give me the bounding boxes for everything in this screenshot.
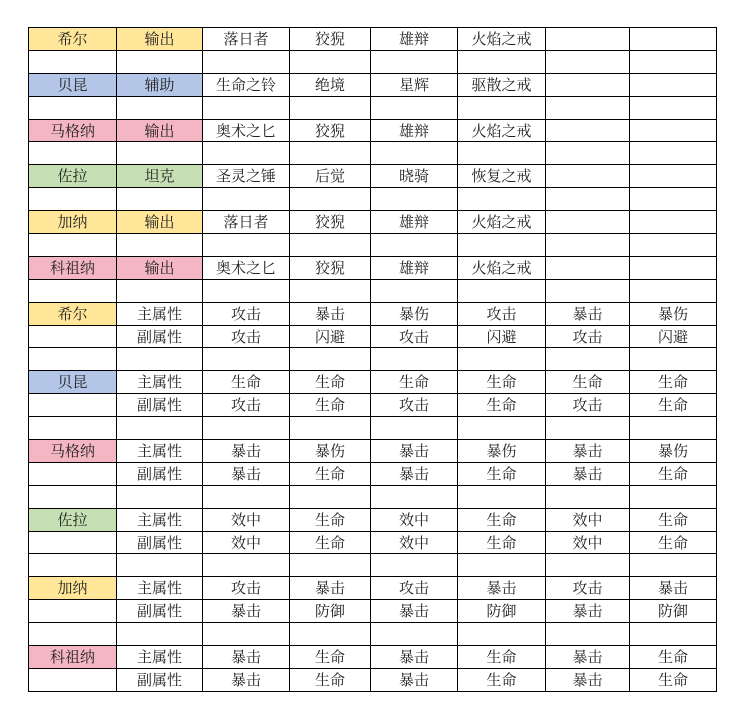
empty-cell[interactable] [546, 279, 630, 302]
main-stat-cell[interactable]: 暴击 [290, 302, 371, 325]
item-cell[interactable]: 奥术之匕 [203, 119, 290, 142]
empty-cell[interactable] [203, 485, 290, 508]
item-cell[interactable]: 落日者 [203, 211, 290, 234]
main-stat-cell[interactable]: 生命 [290, 508, 371, 531]
main-stat-cell[interactable]: 攻击 [203, 302, 290, 325]
empty-cell[interactable] [546, 417, 630, 440]
empty-cell[interactable] [117, 417, 203, 440]
sub-stat-cell[interactable]: 生命 [458, 394, 546, 417]
empty-cell[interactable] [458, 623, 546, 646]
sub-stat-cell[interactable]: 攻击 [203, 325, 290, 348]
sub-stat-row [29, 668, 717, 691]
main-stat-cell[interactable]: 攻击 [546, 577, 630, 600]
main-stat-cell[interactable]: 暴伤 [290, 440, 371, 463]
sub-stat-cell[interactable]: 暴击 [546, 600, 630, 623]
empty-cell[interactable] [117, 348, 203, 371]
main-stat-label-cell[interactable]: 主属性 [117, 440, 203, 463]
sub-stat-cell[interactable]: 暴击 [546, 668, 630, 691]
empty-cell[interactable] [371, 279, 458, 302]
sub-stat-cell[interactable]: 生命 [630, 394, 717, 417]
main-stat-cell[interactable]: 暴击 [546, 646, 630, 669]
build-row [29, 211, 717, 234]
empty-cell[interactable] [371, 417, 458, 440]
sub-stat-label-cell[interactable]: 副属性 [117, 394, 203, 417]
role-cell[interactable]: 辅助 [117, 73, 203, 96]
empty-cell[interactable] [29, 417, 117, 440]
sub-stat-cell[interactable]: 闪避 [458, 325, 546, 348]
main-stat-cell[interactable]: 暴伤 [630, 440, 717, 463]
sub-stat-cell[interactable]: 生命 [290, 462, 371, 485]
empty-cell[interactable] [546, 485, 630, 508]
role-cell[interactable]: 输出 [117, 211, 203, 234]
sub-stat-cell[interactable]: 暴击 [371, 668, 458, 691]
main-stat-cell[interactable]: 生命 [630, 508, 717, 531]
empty-cell[interactable] [546, 142, 630, 165]
main-stat-label-cell[interactable]: 主属性 [117, 371, 203, 394]
sub-stat-cell[interactable]: 效中 [203, 531, 290, 554]
empty-cell[interactable] [29, 188, 117, 211]
empty-cell[interactable] [546, 96, 630, 119]
main-stat-cell[interactable]: 暴击 [630, 577, 717, 600]
empty-cell[interactable] [117, 96, 203, 119]
hero-name-cell[interactable]: 加纳 [29, 577, 117, 600]
sub-stat-cell[interactable]: 生命 [630, 668, 717, 691]
empty-cell[interactable] [546, 119, 630, 142]
empty-cell[interactable] [117, 234, 203, 257]
main-stat-cell[interactable]: 攻击 [203, 577, 290, 600]
item-cell[interactable]: 狡猊 [290, 256, 371, 279]
empty-cell[interactable] [546, 554, 630, 577]
empty-cell[interactable] [290, 188, 371, 211]
empty-cell[interactable] [630, 165, 717, 188]
empty-cell[interactable] [458, 96, 546, 119]
empty-cell[interactable] [630, 623, 717, 646]
item-cell[interactable]: 恢复之戒 [458, 165, 546, 188]
empty-cell[interactable] [546, 211, 630, 234]
build-row [29, 28, 717, 51]
empty-cell[interactable] [29, 50, 117, 73]
main-stat-row [29, 302, 717, 325]
item-cell[interactable]: 驱散之戒 [458, 73, 546, 96]
empty-cell[interactable] [546, 73, 630, 96]
main-stat-cell[interactable]: 生命 [546, 371, 630, 394]
item-cell[interactable]: 雄辩 [371, 28, 458, 51]
main-stat-cell[interactable]: 效中 [546, 508, 630, 531]
main-stat-cell[interactable]: 暴伤 [630, 302, 717, 325]
main-stat-cell[interactable]: 攻击 [458, 302, 546, 325]
sub-stat-cell[interactable]: 闪避 [630, 325, 717, 348]
spacer-row [29, 623, 717, 646]
hero-name-cell[interactable]: 佐拉 [29, 508, 117, 531]
sub-stat-cell[interactable]: 攻击 [546, 394, 630, 417]
empty-cell[interactable] [546, 348, 630, 371]
empty-cell[interactable] [290, 348, 371, 371]
empty-cell[interactable] [630, 348, 717, 371]
hero-name-cell[interactable]: 希尔 [29, 28, 117, 51]
sub-stat-cell[interactable]: 生命 [458, 462, 546, 485]
empty-cell[interactable] [458, 142, 546, 165]
main-stat-cell[interactable]: 效中 [203, 508, 290, 531]
empty-cell[interactable] [546, 623, 630, 646]
item-cell[interactable]: 火焰之戒 [458, 211, 546, 234]
sub-stat-cell[interactable]: 效中 [371, 531, 458, 554]
sub-stat-row [29, 600, 717, 623]
hero-name-cell[interactable]: 希尔 [29, 302, 117, 325]
empty-cell[interactable] [546, 256, 630, 279]
empty-cell[interactable] [630, 211, 717, 234]
empty-cell[interactable] [29, 394, 117, 417]
empty-cell[interactable] [371, 188, 458, 211]
equipment-table [28, 27, 717, 692]
empty-cell[interactable] [29, 623, 117, 646]
empty-cell[interactable] [630, 485, 717, 508]
role-cell[interactable]: 输出 [117, 256, 203, 279]
empty-cell[interactable] [29, 600, 117, 623]
empty-cell[interactable] [458, 188, 546, 211]
sub-stat-label-cell[interactable]: 副属性 [117, 462, 203, 485]
empty-cell[interactable] [458, 417, 546, 440]
sub-stat-row [29, 394, 717, 417]
empty-cell[interactable] [371, 142, 458, 165]
empty-cell[interactable] [290, 234, 371, 257]
empty-cell[interactable] [371, 234, 458, 257]
empty-cell[interactable] [546, 28, 630, 51]
hero-name-cell[interactable]: 贝昆 [29, 73, 117, 96]
hero-name-cell[interactable]: 科祖纳 [29, 256, 117, 279]
empty-cell[interactable] [29, 531, 117, 554]
empty-cell[interactable] [458, 554, 546, 577]
build-row [29, 119, 717, 142]
spacer-row [29, 348, 717, 371]
sub-stat-cell[interactable]: 生命 [458, 531, 546, 554]
main-stat-row [29, 440, 717, 463]
empty-cell[interactable] [117, 279, 203, 302]
empty-cell[interactable] [546, 165, 630, 188]
main-stat-label-cell[interactable]: 主属性 [117, 508, 203, 531]
role-cell[interactable]: 坦克 [117, 165, 203, 188]
sub-stat-cell[interactable]: 暴击 [203, 600, 290, 623]
empty-cell[interactable] [630, 279, 717, 302]
sub-stat-label-cell[interactable]: 副属性 [117, 531, 203, 554]
main-stat-label-cell[interactable]: 主属性 [117, 646, 203, 669]
empty-cell[interactable] [371, 554, 458, 577]
item-cell[interactable]: 后觉 [290, 165, 371, 188]
empty-cell[interactable] [29, 348, 117, 371]
sub-stat-row [29, 531, 717, 554]
empty-cell[interactable] [630, 142, 717, 165]
empty-cell[interactable] [290, 279, 371, 302]
spacer-row [29, 554, 717, 577]
empty-cell[interactable] [458, 348, 546, 371]
empty-cell[interactable] [371, 623, 458, 646]
item-cell[interactable]: 绝境 [290, 73, 371, 96]
sub-stat-cell[interactable]: 闪避 [290, 325, 371, 348]
main-stat-cell[interactable]: 暴击 [371, 440, 458, 463]
spacer-row [29, 234, 717, 257]
sub-stat-label-cell[interactable]: 副属性 [117, 600, 203, 623]
empty-cell[interactable] [630, 50, 717, 73]
sub-stat-cell[interactable]: 攻击 [371, 394, 458, 417]
sub-stat-cell[interactable]: 暴击 [203, 462, 290, 485]
empty-cell[interactable] [117, 485, 203, 508]
empty-cell[interactable] [203, 279, 290, 302]
main-stat-cell[interactable]: 生命 [458, 508, 546, 531]
sub-stat-cell[interactable]: 暴击 [546, 462, 630, 485]
main-stat-cell[interactable]: 暴击 [546, 440, 630, 463]
item-cell[interactable]: 雄辩 [371, 256, 458, 279]
main-stat-cell[interactable]: 暴击 [546, 302, 630, 325]
main-stat-cell[interactable]: 生命 [630, 371, 717, 394]
empty-cell[interactable] [117, 142, 203, 165]
empty-cell[interactable] [203, 234, 290, 257]
empty-cell[interactable] [203, 50, 290, 73]
empty-cell[interactable] [29, 325, 117, 348]
sub-stat-cell[interactable]: 暴击 [371, 600, 458, 623]
item-cell[interactable]: 生命之铃 [203, 73, 290, 96]
empty-cell[interactable] [630, 96, 717, 119]
empty-cell[interactable] [630, 119, 717, 142]
sub-stat-cell[interactable]: 生命 [458, 668, 546, 691]
main-stat-cell[interactable]: 攻击 [371, 577, 458, 600]
main-stat-label-cell[interactable]: 主属性 [117, 302, 203, 325]
empty-cell[interactable] [203, 417, 290, 440]
empty-cell[interactable] [117, 50, 203, 73]
spacer-row [29, 188, 717, 211]
main-stat-row [29, 371, 717, 394]
main-stat-row [29, 646, 717, 669]
sub-stat-cell[interactable]: 防御 [458, 600, 546, 623]
empty-cell[interactable] [630, 554, 717, 577]
sub-stat-label-cell[interactable]: 副属性 [117, 668, 203, 691]
empty-cell[interactable] [630, 234, 717, 257]
item-cell[interactable]: 雄辩 [371, 119, 458, 142]
empty-cell[interactable] [29, 554, 117, 577]
main-stat-cell[interactable]: 生命 [290, 646, 371, 669]
empty-cell[interactable] [203, 142, 290, 165]
main-stat-cell[interactable]: 暴击 [371, 646, 458, 669]
empty-cell[interactable] [203, 554, 290, 577]
spacer-row [29, 142, 717, 165]
item-cell[interactable]: 雄辩 [371, 211, 458, 234]
empty-cell[interactable] [371, 96, 458, 119]
item-cell[interactable]: 狡猊 [290, 28, 371, 51]
empty-cell[interactable] [630, 28, 717, 51]
sub-stat-cell[interactable]: 生命 [290, 394, 371, 417]
empty-cell[interactable] [458, 279, 546, 302]
item-cell[interactable]: 晓骑 [371, 165, 458, 188]
empty-cell[interactable] [290, 96, 371, 119]
hero-name-cell[interactable]: 科祖纳 [29, 646, 117, 669]
sub-stat-cell[interactable]: 效中 [546, 531, 630, 554]
sub-stat-row [29, 462, 717, 485]
main-stat-cell[interactable]: 效中 [371, 508, 458, 531]
item-cell[interactable]: 火焰之戒 [458, 256, 546, 279]
hero-name-cell[interactable]: 贝昆 [29, 371, 117, 394]
main-stat-label-cell[interactable]: 主属性 [117, 577, 203, 600]
empty-cell[interactable] [630, 188, 717, 211]
empty-cell[interactable] [29, 485, 117, 508]
empty-cell[interactable] [371, 348, 458, 371]
main-stat-cell[interactable]: 生命 [458, 646, 546, 669]
sub-stat-cell[interactable]: 生命 [290, 668, 371, 691]
main-stat-cell[interactable]: 暴伤 [371, 302, 458, 325]
role-cell[interactable]: 输出 [117, 28, 203, 51]
sub-stat-cell[interactable]: 攻击 [371, 325, 458, 348]
item-cell[interactable]: 星辉 [371, 73, 458, 96]
item-cell[interactable]: 火焰之戒 [458, 119, 546, 142]
empty-cell[interactable] [117, 188, 203, 211]
empty-cell[interactable] [290, 417, 371, 440]
item-cell[interactable]: 火焰之戒 [458, 28, 546, 51]
main-stat-cell[interactable]: 生命 [371, 371, 458, 394]
sub-stat-cell[interactable]: 防御 [290, 600, 371, 623]
empty-cell[interactable] [371, 50, 458, 73]
empty-cell[interactable] [630, 256, 717, 279]
empty-cell[interactable] [458, 485, 546, 508]
main-stat-cell[interactable]: 暴击 [203, 646, 290, 669]
empty-cell[interactable] [203, 188, 290, 211]
build-row [29, 73, 717, 96]
empty-cell[interactable] [29, 279, 117, 302]
main-stat-cell[interactable]: 暴击 [203, 440, 290, 463]
sub-stat-cell[interactable]: 暴击 [203, 668, 290, 691]
sub-stat-cell[interactable]: 生命 [630, 462, 717, 485]
empty-cell[interactable] [203, 96, 290, 119]
main-stat-cell[interactable]: 生命 [458, 371, 546, 394]
build-row [29, 165, 717, 188]
spacer-row [29, 417, 717, 440]
item-cell[interactable]: 奥术之匕 [203, 256, 290, 279]
sub-stat-cell[interactable]: 攻击 [546, 325, 630, 348]
main-stat-row [29, 577, 717, 600]
empty-cell[interactable] [29, 96, 117, 119]
item-cell[interactable]: 狡猊 [290, 211, 371, 234]
empty-cell[interactable] [290, 485, 371, 508]
empty-cell[interactable] [29, 462, 117, 485]
item-cell[interactable]: 狡猊 [290, 119, 371, 142]
empty-cell[interactable] [203, 348, 290, 371]
sub-stat-cell[interactable]: 暴击 [371, 462, 458, 485]
empty-cell[interactable] [290, 554, 371, 577]
spacer-row [29, 96, 717, 119]
sub-stat-label-cell[interactable]: 副属性 [117, 325, 203, 348]
hero-name-cell[interactable]: 马格纳 [29, 440, 117, 463]
main-stat-cell[interactable]: 生命 [290, 371, 371, 394]
hero-name-cell[interactable]: 佐拉 [29, 165, 117, 188]
hero-name-cell[interactable]: 马格纳 [29, 119, 117, 142]
hero-name-cell[interactable]: 加纳 [29, 211, 117, 234]
empty-cell[interactable] [117, 623, 203, 646]
main-stat-cell[interactable]: 暴击 [458, 577, 546, 600]
empty-cell[interactable] [546, 234, 630, 257]
build-row [29, 256, 717, 279]
sub-stat-row [29, 325, 717, 348]
empty-cell[interactable] [29, 668, 117, 691]
role-cell[interactable]: 输出 [117, 119, 203, 142]
empty-cell[interactable] [371, 485, 458, 508]
empty-cell[interactable] [630, 417, 717, 440]
main-stat-cell[interactable]: 暴伤 [458, 440, 546, 463]
empty-cell[interactable] [546, 50, 630, 73]
empty-cell[interactable] [29, 234, 117, 257]
item-cell[interactable]: 落日者 [203, 28, 290, 51]
sub-stat-cell[interactable]: 生命 [630, 531, 717, 554]
main-stat-row [29, 508, 717, 531]
sub-stat-cell[interactable]: 攻击 [203, 394, 290, 417]
spacer-row [29, 50, 717, 73]
empty-cell[interactable] [630, 73, 717, 96]
empty-cell[interactable] [203, 623, 290, 646]
main-stat-cell[interactable]: 暴击 [290, 577, 371, 600]
empty-cell[interactable] [458, 50, 546, 73]
main-stat-cell[interactable]: 生命 [203, 371, 290, 394]
empty-cell[interactable] [117, 554, 203, 577]
sub-stat-cell[interactable]: 生命 [290, 531, 371, 554]
item-cell[interactable]: 圣灵之锤 [203, 165, 290, 188]
empty-cell[interactable] [290, 142, 371, 165]
empty-cell[interactable] [458, 234, 546, 257]
empty-cell[interactable] [290, 623, 371, 646]
main-stat-cell[interactable]: 生命 [630, 646, 717, 669]
empty-cell[interactable] [290, 50, 371, 73]
empty-cell[interactable] [546, 188, 630, 211]
spacer-row [29, 279, 717, 302]
sub-stat-cell[interactable]: 防御 [630, 600, 717, 623]
empty-cell[interactable] [29, 142, 117, 165]
spacer-row [29, 485, 717, 508]
